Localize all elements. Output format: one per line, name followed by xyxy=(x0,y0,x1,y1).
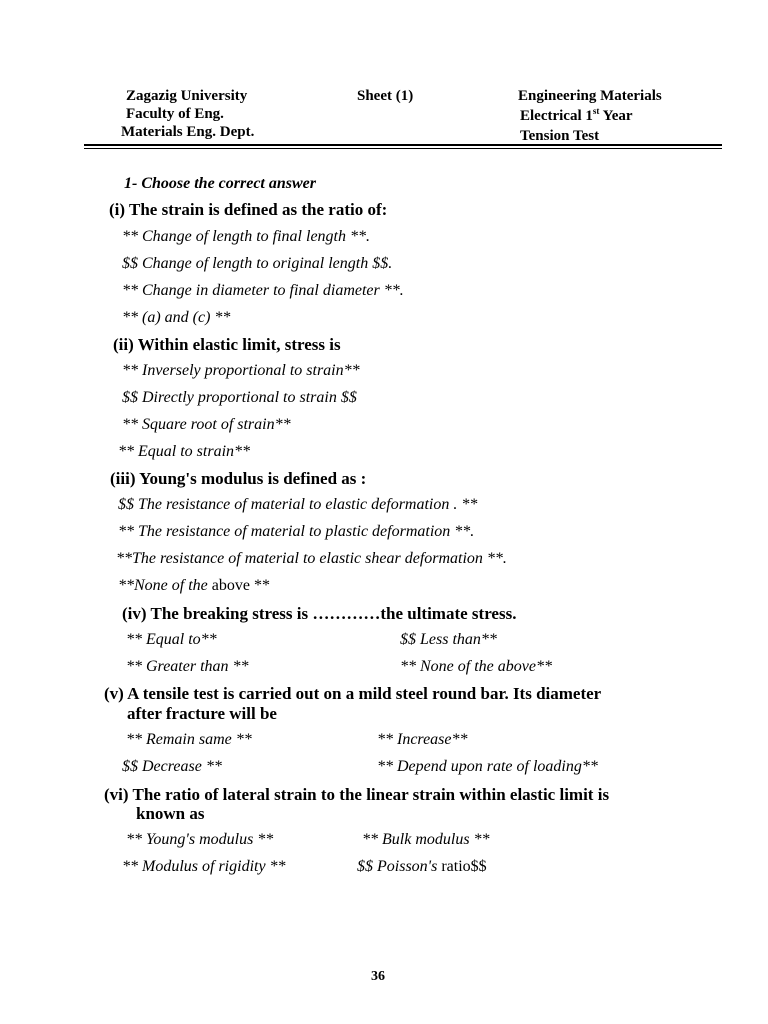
question-2-option-b: $$ Directly proportional to strain $$ xyxy=(122,389,357,406)
question-1-option-a: ** Change of length to final length **. xyxy=(122,228,370,245)
question-3-option-c: **The resistance of material to elastic shear deformation **. xyxy=(116,550,507,567)
question-3-option-a: $$ The resistance of material to elastic deformation . ** xyxy=(118,496,478,513)
question-5-option-a: ** Remain same ** xyxy=(126,731,252,748)
question-3-option-d-roman: above ** xyxy=(211,577,270,594)
question-4-option-d: ** None of the above** xyxy=(400,658,552,675)
question-3-option-b: ** The resistance of material to plastic deformation **. xyxy=(118,523,475,540)
question-3: (iii) Young's modulus is defined as : xyxy=(110,469,367,488)
question-4-option-a: ** Equal to** xyxy=(126,631,217,648)
question-6-option-a: ** Young's modulus ** xyxy=(126,831,274,848)
header-rule-thick xyxy=(84,144,722,146)
question-1-option-b: $$ Change of length to original length $$. xyxy=(122,255,393,272)
question-5: (v) A tensile test is carried out on a mild steel round bar. Its diameter xyxy=(104,684,602,703)
page-number: 36 xyxy=(371,969,385,984)
section-title: 1- Choose the correct answer xyxy=(124,175,316,192)
question-4-option-b: $$ Less than** xyxy=(400,631,497,648)
question-3-option-d-italic: **None of the xyxy=(118,577,208,594)
topic-name: Tension Test xyxy=(520,128,600,144)
year-prefix: Electrical 1 xyxy=(520,108,593,124)
question-6-option-d-italic: $$ Poisson's xyxy=(357,858,438,875)
header-rule-thin xyxy=(84,148,722,149)
question-6-option-d-roman: ratio$$ xyxy=(441,858,487,875)
question-5-option-c: $$ Decrease ** xyxy=(122,758,222,775)
question-5-option-d: ** Depend upon rate of loading** xyxy=(377,758,598,775)
question-4-option-c: ** Greater than ** xyxy=(126,658,249,675)
year-suffix: Year xyxy=(599,108,633,124)
question-1: (i) The strain is defined as the ratio of: xyxy=(109,200,388,219)
question-2-option-d: ** Equal to strain** xyxy=(118,443,251,460)
sheet-number: Sheet (1) xyxy=(357,88,414,104)
question-1-option-c: ** Change in diameter to final diameter **. xyxy=(122,282,404,299)
question-2-option-a: ** Inversely proportional to strain** xyxy=(122,362,360,379)
question-2: (ii) Within elastic limit, stress is xyxy=(113,335,341,354)
question-1-option-d: ** (a) and (c) ** xyxy=(122,309,231,326)
question-4: (iv) The breaking stress is …………the ultimate stress. xyxy=(122,604,517,623)
question-5-continued: after fracture will be xyxy=(127,704,277,723)
university-name: Zagazig University xyxy=(126,88,248,104)
question-6-option-d xyxy=(357,858,487,876)
question-2-option-c: ** Square root of strain** xyxy=(122,416,291,433)
course-name: Engineering Materials xyxy=(518,88,662,104)
faculty-name: Faculty of Eng. xyxy=(126,106,224,122)
question-6-option-c: ** Modulus of rigidity ** xyxy=(122,858,286,875)
department-name: Materials Eng. Dept. xyxy=(121,124,255,140)
year-label xyxy=(520,108,633,125)
question-6: (vi) The ratio of lateral strain to the linear strain within elastic limit is xyxy=(104,785,610,804)
question-5-option-b: ** Increase** xyxy=(377,731,468,748)
year-superscript: st xyxy=(592,106,600,116)
question-3-option-d xyxy=(118,577,270,595)
question-6-continued: known as xyxy=(136,804,205,823)
question-6-option-b: ** Bulk modulus ** xyxy=(362,831,490,848)
